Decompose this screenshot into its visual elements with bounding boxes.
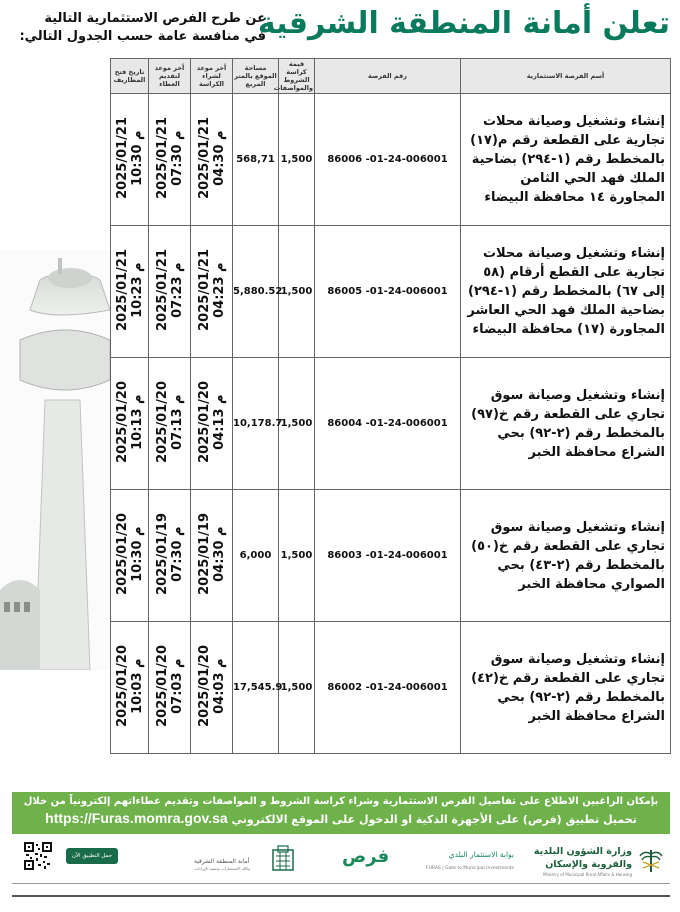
furas-logo: [338, 844, 516, 878]
footer-line-2: [12, 810, 670, 826]
col-fee: قيمة كراسة الشروط والمواصفات: [273, 60, 313, 92]
open-date-cell: 2025/01/20 10:30 م: [111, 490, 149, 622]
area-cell: 5,880.52: [233, 226, 279, 358]
opportunity-name-cell: إنشاء وتشغيل وصيانة سوق تجاري على القطعة رقم خ(٤٢) بالمخطط رقم (٢-٩٢) بحي الشراع محافظة الخبر: [461, 622, 671, 754]
table-row: [111, 490, 671, 622]
col-buy-deadline: أخر موعد لشراء الكراسة: [191, 59, 233, 94]
opportunity-number-cell: 86006 -01-24-006001: [315, 94, 461, 226]
open-date-cell: 2025/01/21 10:30 م: [111, 94, 149, 226]
ministry-name-en: Ministry of Municipal Rural Affairs & Housing: [543, 872, 632, 877]
ministry-name-line-2: والقروية والإسكان: [545, 859, 632, 870]
table-header-row: [111, 59, 671, 94]
amanah-name: أمانة المنطقة الشرقية: [194, 858, 250, 865]
opportunity-name-cell: إنشاء وتشغيل وصيانة محلات تجارية على القطع أرقام (٥٨ إلى ٦٧) بالمخطط رقم (١-٢٩٤) بضاحية الملك فهد الحي العاشر المجاورة (١٧) محافظة البيضاء: [461, 226, 671, 358]
footer-line-1: بإمكان الراغبين الاطلاع على تفاصيل الفرص الاستثمارية وشراء كراسة الشروط و المواصفات وتقديم عطاءاتهم إلكترونياً من خلال: [23, 796, 659, 807]
bottom-divider: [12, 895, 670, 897]
col-name: أسم الفرصة الاستثمارية: [461, 59, 671, 94]
submit-deadline-cell: 2025/01/20 07:03 م: [149, 622, 191, 754]
logo-strip: [12, 836, 670, 884]
submit-deadline-cell: 2025/01/21 07:30 م: [149, 94, 191, 226]
fee-cell: 1,500: [279, 226, 315, 358]
amanah-subtitle: وكالة الاستثمارات وتنمية الإيرادات: [194, 866, 251, 871]
furas-portal-name: بوابة الاستثمار البلدي: [448, 850, 514, 859]
opportunities-table: [110, 58, 671, 754]
amanah-emblem-icon: [270, 844, 296, 874]
submit-deadline-cell: 2025/01/20 07:13 م: [149, 358, 191, 490]
col-open-date: تاريخ فتح المظاريف: [111, 59, 149, 94]
furas-portal-en: FURAS | Gate to Municipal Investments: [426, 866, 514, 871]
buy-deadline-cell: 2025/01/21 04:23 م: [191, 226, 233, 358]
table-row: [111, 94, 671, 226]
fee-cell: 1,500: [279, 358, 315, 490]
fee-cell: 1,500: [279, 490, 315, 622]
table-row: [111, 226, 671, 358]
open-date-cell: 2025/01/20 10:03 م: [111, 622, 149, 754]
footer-instructions: [12, 792, 670, 834]
area-cell: 6,000: [233, 490, 279, 622]
download-app-button[interactable]: حمل التطبيق الآن: [66, 848, 118, 864]
area-cell: 17,545.9: [233, 622, 279, 754]
opportunity-number-cell: 86004 -01-24-006001: [315, 358, 461, 490]
ministry-name-line-1: وزارة الشؤون البلدية: [533, 846, 632, 857]
page-subtitle: [16, 10, 266, 46]
amanah-logo: [188, 844, 298, 878]
palm-emblem-icon: [636, 846, 666, 876]
water-tower-illustration: [0, 250, 110, 670]
ministry-logo: [516, 844, 666, 878]
area-cell: 10,178.7: [233, 358, 279, 490]
submit-deadline-cell: 2025/01/19 07:30 م: [149, 490, 191, 622]
footer-line-2-text: تحميل تطبيق (فرص) على الأجهزة الذكية او الدخول على الموقع الالكتروني: [231, 813, 637, 826]
buy-deadline-cell: 2025/01/21 04:30 م: [191, 94, 233, 226]
opportunity-name-cell: إنشاء وتشغيل وصيانة محلات تجارية على القطعة رقم م(١٧) بالمخطط رقم (١-٢٩٤) بضاحية الملك فهد الحي الثامن المجاورة ١٤ محافظة البيضاء: [461, 94, 671, 226]
furas-website-link[interactable]: https://Furas.momra.gov.sa: [45, 810, 228, 826]
table-row: [111, 358, 671, 490]
header: [12, 6, 670, 56]
opportunity-name-cell: إنشاء وتشغيل وصيانة سوق تجاري على القطعة رقم خ(٥٠) بالمخطط رقم (٢-٤٣) بحي الصواري محافظة الخبر: [461, 490, 671, 622]
buy-deadline-cell: 2025/01/20 04:13 م: [191, 358, 233, 490]
area-cell: 568,71: [233, 94, 279, 226]
buy-deadline-cell: 2025/01/20 04:03 م: [191, 622, 233, 754]
fee-cell: 1,500: [279, 94, 315, 226]
opportunity-number-cell: 86005 -01-24-006001: [315, 226, 461, 358]
qr-code-icon[interactable]: [24, 842, 52, 870]
opportunities-table-container: [110, 58, 670, 788]
col-submit-deadline: أخر موعد لتقديم العطاء: [149, 59, 191, 94]
submit-deadline-cell: 2025/01/21 07:23 م: [149, 226, 191, 358]
table-row: [111, 622, 671, 754]
subtitle-line-2: في منافسة عامة حسب الجدول التالي:: [19, 29, 266, 44]
buy-deadline-cell: 2025/01/19 04:30 م: [191, 490, 233, 622]
opportunity-name-cell: إنشاء وتشغيل وصيانة سوق تجاري على القطعة رقم خ(٩٧) بالمخطط رقم (٢-٩٢) بحي الشراع محافظة الخبر: [461, 358, 671, 490]
col-area: مساحة الموقع بالمتر المربع: [233, 59, 279, 94]
open-date-cell: 2025/01/21 10:23 م: [111, 226, 149, 358]
subtitle-line-1: عن طرح الفرص الاستثمارية التالية: [44, 11, 266, 26]
opportunity-number-cell: 86002 -01-24-006001: [315, 622, 461, 754]
fee-cell: 1,500: [279, 622, 315, 754]
open-date-cell: 2025/01/20 10:13 م: [111, 358, 149, 490]
col-number: رقم الفرصة: [315, 59, 461, 94]
furas-wordmark: فرص: [342, 846, 390, 867]
page-title: تعلن أمانة المنطقة الشرقية: [257, 6, 670, 41]
opportunity-number-cell: 86003 -01-24-006001: [315, 490, 461, 622]
